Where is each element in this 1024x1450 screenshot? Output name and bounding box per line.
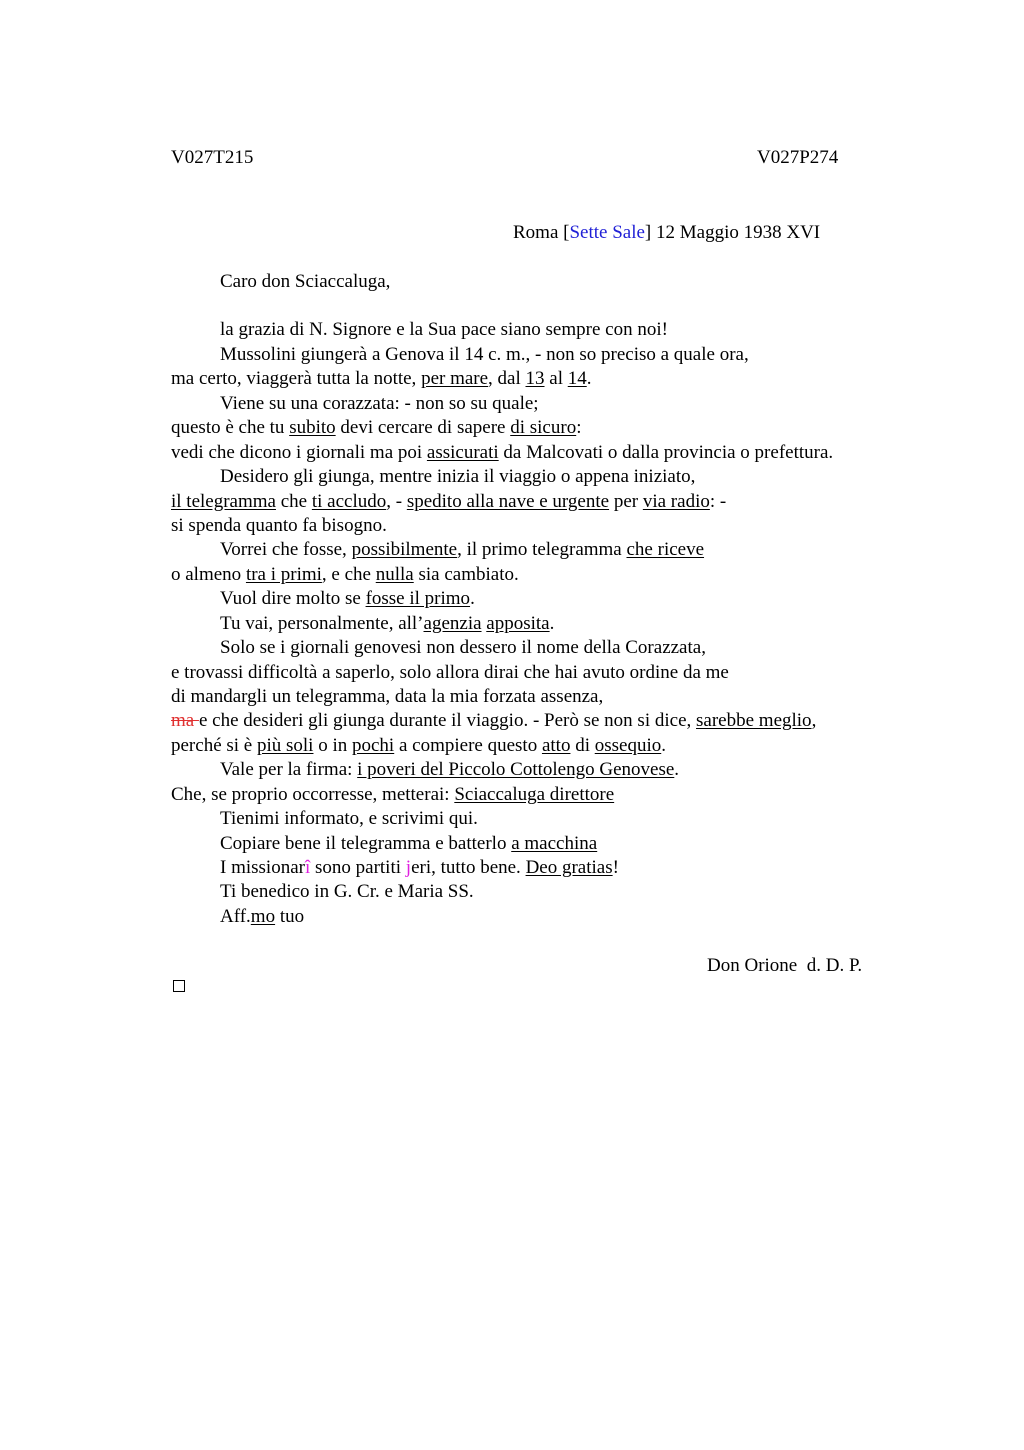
letter-line: di mandargli un telegramma, data la mia forzata assenza,	[171, 686, 604, 707]
letter-line: Mussolini giungerà a Genova il 14 c. m., - non so preciso a quale ora,	[220, 344, 749, 365]
letter-line: Desidero gli giunga, mentre inizia il viaggio o appena iniziato,	[220, 466, 696, 487]
letter-line: la grazia di N. Signore e la Sua pace siano sempre con noi!	[220, 319, 668, 340]
letter-line: I missionarî sono partiti jeri, tutto bene. Deo gratias!	[220, 857, 619, 878]
letter-line: Ti benedico in G. Cr. e Maria SS.	[220, 881, 474, 902]
letter-line: Vorrei che fosse, possibilmente, il primo telegramma che riceve	[220, 539, 705, 560]
end-mark-square-icon	[173, 980, 185, 992]
letter-line: Vuol dire molto se fosse il primo.	[220, 588, 475, 609]
letter-line: si spenda quanto fa bisogno.	[171, 515, 387, 536]
document-code-left: V027T215	[171, 147, 254, 168]
emendation-mark: j	[405, 857, 412, 878]
salutation: Caro don Sciaccaluga,	[220, 271, 391, 292]
letter-line: Vale per la firma: i poveri del Piccolo Cottolengo Genovese.	[220, 759, 680, 780]
letter-line: Tienimi informato, e scrivimi qui.	[220, 808, 478, 829]
dateline-place: Roma [	[513, 222, 570, 243]
emendation-mark: î	[304, 857, 311, 878]
letter-line: e trovassi difficoltà a saperlo, solo allora dirai che hai avuto ordine da me	[171, 662, 729, 683]
letter-line: questo è che tu subito devi cercare di sapere di sicuro:	[171, 417, 582, 438]
letter-line: il telegramma che ti accludo, - spedito alla nave e urgente per via radio: -	[171, 491, 727, 512]
signature: Don Orione d. D. P.	[707, 955, 863, 976]
letter-line: Solo se i giornali genovesi non dessero il nome della Corazzata,	[220, 637, 706, 658]
letter-line: vedi che dicono i giornali ma poi assicurati da Malcovati o dalla provincia o prefettura.	[171, 442, 834, 463]
letter-line: Che, se proprio occorresse, metterai: Sciaccaluga direttore	[171, 784, 615, 805]
letter-line: Tu vai, personalmente, all’agenzia apposita.	[220, 613, 555, 634]
letter-line: Viene su una corazzata: - non so su quale;	[220, 393, 539, 414]
deleted-word: ma	[171, 710, 199, 731]
dateline	[513, 221, 820, 245]
document-code-right: V027P274	[757, 147, 839, 168]
dateline-bracket-note: Sette Sale	[569, 222, 645, 243]
closing: Aff.mo tuo	[220, 906, 305, 927]
letter-line: Copiare bene il telegramma e batterlo a macchina	[220, 833, 598, 854]
letter-line: ma certo, viaggerà tutta la notte, per mare, dal 13 al 14.	[171, 368, 592, 389]
letter-line: ma e che desideri gli giunga durante il viaggio. - Però se non si dice, sarebbe meglio,	[171, 710, 817, 731]
letter-line: o almeno tra i primi, e che nulla sia cambiato.	[171, 564, 519, 585]
dateline-date: ] 12 Maggio 1938 XVI	[644, 222, 821, 243]
letter-line: perché si è più soli o in pochi a compiere questo atto di ossequio.	[171, 735, 666, 756]
